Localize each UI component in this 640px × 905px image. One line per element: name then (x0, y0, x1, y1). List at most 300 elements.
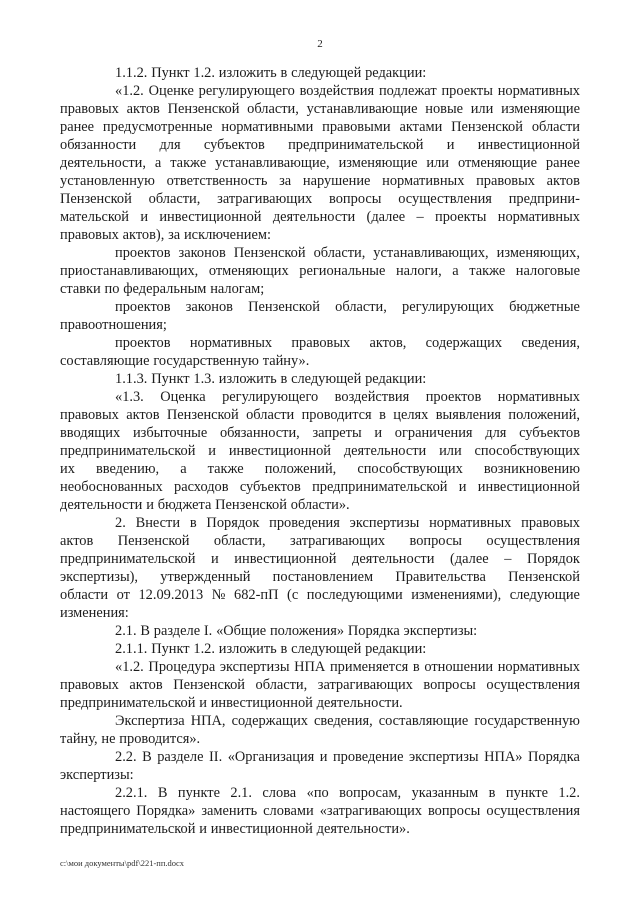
text-line (60, 730, 200, 748)
word: законов (185, 299, 233, 315)
word: деятельности, (60, 155, 146, 171)
word: НПА (294, 659, 326, 675)
word: актов (60, 533, 94, 549)
word: – (416, 209, 424, 225)
word: предпринимательской (288, 137, 424, 153)
word: 1.2. (193, 641, 215, 657)
word: области (531, 119, 580, 135)
text-line (60, 316, 167, 334)
word: вопросы (329, 191, 382, 207)
word: также (469, 263, 506, 279)
word: ранее (545, 155, 580, 171)
word: 12.09.2013 (138, 587, 204, 603)
word: правовых (60, 677, 119, 693)
word: 2.1. (115, 623, 137, 639)
word: – (504, 551, 512, 567)
word: Порядка» (136, 803, 196, 819)
word: для (485, 425, 507, 441)
word: изложить (218, 641, 277, 657)
word: Пензенской (451, 119, 523, 135)
page-number: 2 (317, 38, 323, 50)
word: актов (129, 677, 163, 693)
word: заменить (201, 803, 258, 819)
word: изложить (218, 65, 277, 81)
word: составляющие (60, 353, 150, 369)
word: налоговые (515, 263, 580, 279)
word: разделе (157, 749, 204, 765)
word: области, (247, 101, 299, 117)
word: не (101, 731, 116, 747)
word: в (412, 659, 420, 675)
word: актов (126, 407, 160, 423)
word: а (154, 155, 162, 171)
word: инвестиционной (477, 479, 580, 495)
word: устанавливающие (306, 101, 418, 117)
word: вводящих (60, 425, 121, 441)
text-line (115, 712, 580, 730)
word: за (279, 173, 292, 189)
word: бюджетные (509, 299, 580, 315)
word: также (207, 461, 244, 477)
word: инвестиционной (210, 695, 313, 711)
word: и (199, 695, 207, 711)
text-line (115, 82, 580, 100)
word: нормативных (497, 389, 580, 405)
word: правовых (291, 335, 351, 351)
word: и (208, 443, 216, 459)
word: в (280, 371, 288, 387)
text-line (115, 244, 580, 262)
word: проектов (115, 245, 171, 261)
word: и (458, 479, 467, 495)
word: в (280, 641, 288, 657)
word: также (170, 155, 207, 171)
word: 2.1. (230, 785, 252, 801)
word: № (211, 587, 226, 603)
word: разделе (153, 623, 201, 639)
word: «по (306, 785, 329, 801)
word: настоящего (60, 803, 131, 819)
word: необоснованных (60, 479, 163, 495)
word: вопросам, (339, 785, 402, 801)
word: «затрагивающих (319, 803, 422, 819)
word: осуществления (398, 191, 492, 207)
footer-file-path: c:\мои документы\pdf\221-пп.docx (60, 858, 185, 868)
text-line (60, 100, 580, 118)
word: экспертизы: (403, 623, 478, 639)
word: вопросы (409, 533, 462, 549)
word: В (142, 749, 152, 765)
text-line (115, 658, 580, 676)
word: правовых (60, 101, 119, 117)
word: избыточные (132, 425, 208, 441)
word: субъектов (239, 479, 301, 495)
word: деятельности. (316, 695, 403, 711)
word: или (470, 101, 494, 117)
word: инвестиционной (159, 209, 262, 225)
word: ответственность (166, 173, 268, 189)
word: области». (290, 497, 350, 513)
word: 2. (115, 515, 126, 531)
text-line (60, 226, 271, 244)
word: предпринимательской (60, 821, 196, 837)
word: изменяющие (338, 155, 418, 171)
text-line (60, 154, 580, 172)
word: 2.2. (115, 749, 137, 765)
word: государственную (474, 713, 580, 729)
word: законов (178, 245, 226, 261)
word: ограничения (394, 425, 473, 441)
word: предпринимательской (60, 551, 196, 567)
word: правовых (476, 173, 535, 189)
word: 1.2. (193, 65, 215, 81)
word: следующей (291, 371, 362, 387)
word: Порядка (527, 749, 580, 765)
word: от (116, 587, 130, 603)
word: введению, (95, 461, 160, 477)
word: актов), (122, 227, 165, 243)
word: содержащих (425, 335, 503, 351)
word: проектов (115, 299, 171, 315)
word: деятельности». (316, 821, 410, 837)
word: исключением: (183, 227, 271, 243)
word: области (246, 407, 295, 423)
text-line (115, 64, 426, 82)
word: налогам; (210, 281, 265, 297)
word: (далее (450, 551, 489, 567)
word: проекты (435, 209, 487, 225)
word: инвестиционной (234, 551, 337, 567)
word: проведение (332, 749, 404, 765)
word: изложить (218, 371, 277, 387)
word: инвестиционной (228, 443, 331, 459)
word: государственную (153, 353, 259, 369)
word: бюджета (157, 497, 212, 513)
text-line (60, 820, 410, 838)
word: проектов (425, 389, 482, 405)
word: по (104, 281, 120, 297)
word: предпринимательской (312, 479, 448, 495)
text-line (115, 748, 580, 766)
text-line (60, 802, 580, 820)
word: Процедура (148, 659, 216, 675)
word: сведения, (314, 713, 373, 729)
word: изменяющие (501, 101, 580, 117)
word: Пензенской (173, 677, 245, 693)
word: инвестиционной (477, 137, 580, 153)
word: и (146, 497, 154, 513)
word: возникновению (483, 461, 580, 477)
word: и (140, 209, 149, 225)
word: устанавливающих, (373, 245, 489, 261)
text-line (60, 766, 134, 784)
word: изменяющих, (496, 245, 580, 261)
word: осуществления (486, 803, 580, 819)
word: предусмотренные (102, 119, 213, 135)
word: приостанавливающих, (60, 263, 199, 279)
text-line (115, 622, 477, 640)
word: области, (213, 533, 266, 549)
word: целях (393, 407, 429, 423)
word: нормативных (497, 83, 580, 99)
word: отменяющих (208, 263, 289, 279)
text-line (60, 262, 580, 280)
word: актов (126, 101, 160, 117)
word: Пензенской (248, 299, 320, 315)
word: редакции: (365, 65, 427, 81)
word: правоотношения; (60, 317, 167, 333)
word: воздействия (299, 83, 375, 99)
word: деятельности (343, 443, 427, 459)
word: нормативных (189, 335, 273, 351)
word: 1.1.3. (115, 371, 148, 387)
text-line (60, 586, 580, 604)
word: редакции: (365, 641, 427, 657)
word: субъектов (203, 137, 265, 153)
word: Пензенской (233, 245, 306, 261)
word: обязанности (60, 137, 137, 153)
word: НПА, (190, 713, 226, 729)
word: Экспертиза (115, 713, 185, 729)
word: а (180, 461, 187, 477)
word: а (452, 263, 459, 279)
word: Пензенской (60, 191, 132, 207)
word: проводится (301, 407, 372, 423)
word: в (379, 407, 386, 423)
word: для (159, 137, 181, 153)
word: подлежат (378, 83, 437, 99)
text-line (60, 190, 580, 208)
word: (далее (366, 209, 406, 225)
word: отношении (424, 659, 494, 675)
word: способствующих (474, 443, 580, 459)
word: правовых (60, 407, 119, 423)
word: правовых (521, 515, 580, 531)
word: актов, (369, 335, 407, 351)
text-line (60, 424, 580, 442)
text-line (60, 352, 309, 370)
word: области, (313, 245, 366, 261)
text-line (60, 550, 580, 568)
word: и (319, 749, 328, 765)
word: ранее (60, 119, 95, 135)
word: и (211, 551, 219, 567)
word: Оценке (148, 83, 194, 99)
text-line (60, 406, 580, 424)
word: в (280, 65, 288, 81)
word: и (199, 821, 207, 837)
word: установленную (60, 173, 155, 189)
word: 682-пП (234, 587, 279, 603)
word: Порядок (206, 515, 260, 531)
word: осуществления (486, 677, 580, 693)
word: вопросы (427, 803, 481, 819)
word: следующие (509, 587, 580, 603)
word: мательской (60, 209, 129, 225)
word: сведения, (521, 335, 580, 351)
word: положений, (264, 461, 337, 477)
word: следующей (291, 641, 362, 657)
word: нормативными (221, 119, 314, 135)
word: регулирующего (222, 389, 319, 405)
word: Пензенской (166, 407, 239, 423)
word: Внести (135, 515, 181, 531)
text-line (60, 478, 580, 496)
word: экспертизы (408, 749, 479, 765)
word: вопросы (423, 677, 476, 693)
word: В (140, 623, 150, 639)
word: проекты (441, 83, 493, 99)
word: «1.3. (115, 389, 144, 405)
word: I. (203, 623, 213, 639)
word: области (60, 587, 109, 603)
word: области, (255, 677, 308, 693)
word: обязанности, (219, 425, 300, 441)
word: II. (209, 749, 223, 765)
word: следующей (291, 65, 362, 81)
word: положений, (508, 407, 580, 423)
text-line (60, 172, 580, 190)
word: деятельности (272, 209, 356, 225)
text-line (115, 388, 580, 406)
word: регулирующих (402, 299, 494, 315)
word: положения» (269, 623, 345, 639)
word: нормативных (429, 515, 512, 531)
word: Правительства (395, 569, 486, 585)
word: осуществления (486, 533, 580, 549)
word: деятельности (352, 551, 435, 567)
word: составляющие (378, 713, 469, 729)
word: запреты (312, 425, 362, 441)
word: предпринимательской (60, 443, 196, 459)
word: содержащих (231, 713, 308, 729)
word: редакции: (365, 371, 427, 387)
word: в (189, 515, 197, 531)
word: затрагивающих (290, 533, 386, 549)
word: правовых (60, 227, 119, 243)
word: области, (148, 191, 201, 207)
text-line (115, 298, 580, 316)
word: Пензенской (117, 533, 190, 549)
word: Пункт (151, 371, 190, 387)
word: словами (263, 803, 314, 819)
text-line (60, 496, 350, 514)
word: Порядок (527, 551, 580, 567)
text-line (60, 208, 580, 226)
word: тайну». (262, 353, 310, 369)
word: нормативных (382, 173, 465, 189)
word: В (157, 785, 168, 801)
text-line (115, 514, 580, 532)
word: Оценка (160, 389, 206, 405)
word: нормативных (497, 659, 580, 675)
word: НПА» (484, 749, 523, 765)
word: Пункт (151, 65, 190, 81)
word: актами (399, 119, 443, 135)
word: Пензенской (215, 497, 287, 513)
word: правовыми (322, 119, 391, 135)
word: предприни- (508, 191, 580, 207)
text-line (115, 784, 580, 802)
word: устанавливающие, (215, 155, 330, 171)
word: или (426, 155, 450, 171)
word: новые (425, 101, 463, 117)
word: «Общие (216, 623, 267, 639)
word: 1.2. (558, 785, 580, 801)
text-line (60, 136, 580, 154)
word: указанным (411, 785, 479, 801)
word: и (374, 425, 383, 441)
word: Пензенской (167, 101, 240, 117)
word: 2.1.1. (115, 641, 148, 657)
word: экспертизы (349, 515, 420, 531)
word: деятельности (60, 497, 143, 513)
word: затрагивающих (217, 191, 313, 207)
word: изменениями), (411, 587, 502, 603)
word: применяется (329, 659, 409, 675)
word: 2.2.1. (115, 785, 148, 801)
word: Пензенской (508, 569, 580, 585)
word: выявления (435, 407, 502, 423)
word: постановлением (272, 569, 374, 585)
text-line (60, 280, 264, 298)
text-line (115, 334, 580, 352)
word: предпринимательской (60, 695, 196, 711)
word: ставки (60, 281, 101, 297)
text-line (115, 640, 426, 658)
word: регулирующего (198, 83, 295, 99)
word: и (446, 137, 455, 153)
text-line (60, 532, 580, 550)
word: утвержденный (160, 569, 251, 585)
word: пункте (177, 785, 220, 801)
word: налоги, (395, 263, 442, 279)
word: 1.3. (193, 371, 215, 387)
text-line (115, 370, 426, 388)
word: актов (546, 173, 580, 189)
word: расходов (174, 479, 229, 495)
word: «Организация (227, 749, 315, 765)
word: инвестиционной (210, 821, 313, 837)
word: нарушение (302, 173, 371, 189)
word: проводится». (119, 731, 201, 747)
word: Порядка (347, 623, 400, 639)
text-line (60, 676, 580, 694)
word: «1.2. (115, 659, 144, 675)
text-line (60, 568, 580, 586)
word: Пункт (151, 641, 190, 657)
word: проектов (115, 335, 171, 351)
word: области, (335, 299, 387, 315)
word: нормативных (497, 209, 580, 225)
word: в (488, 785, 496, 801)
word: отменяющие (457, 155, 537, 171)
word: субъектов (519, 425, 580, 441)
word: экспертизы), (60, 569, 139, 585)
word: пункте (505, 785, 548, 801)
word: слова (262, 785, 297, 801)
text-line (60, 442, 580, 460)
word: изменения: (60, 605, 129, 621)
text-line (60, 460, 580, 478)
word: экспертизы (219, 659, 290, 675)
word: последующими (306, 587, 403, 603)
word: воздействия (334, 389, 410, 405)
word: (с (287, 587, 299, 603)
word: региональные (299, 263, 386, 279)
word: федеральным (123, 281, 207, 297)
word: способствующих (357, 461, 463, 477)
